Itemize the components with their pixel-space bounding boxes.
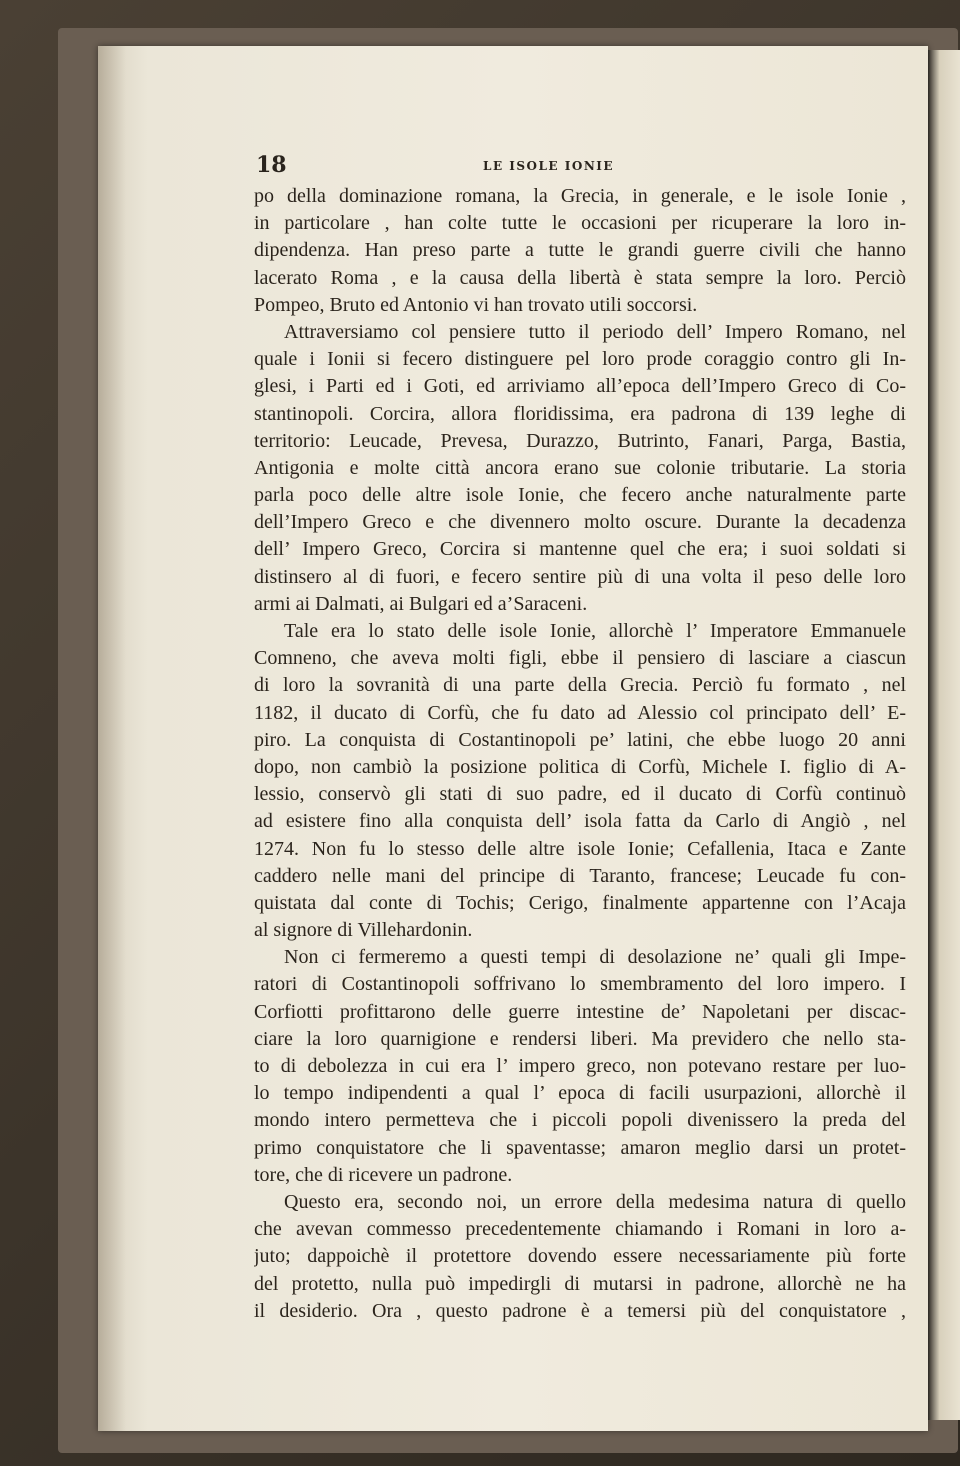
text-line: 1274. Non fu lo stesso delle altre isole Ionie; Cefallenia, Itaca e Zante	[254, 837, 906, 860]
text-line: 1182, il ducato di Corfù, che fu dato ad Alessio col principato dell’ E-	[254, 701, 906, 724]
text-line: quale i Ionii si fecero distinguere pel loro prode coraggio contro gli In-	[254, 348, 906, 371]
text-line: dell’ Impero Greco, Corcira si mantenne quel che era; i suoi soldati si	[254, 538, 906, 561]
text-line: al signore di Villehardonin.	[254, 919, 473, 942]
text-line: lessio, conservò gli stati di suo padre, ed il ducato di Corfù continuò	[254, 783, 906, 806]
text-line: dopo, non cambiò la posizione politica di Corfù, Michele I. figlio di A-	[254, 755, 906, 778]
text-line: tore, che di ricevere un padrone.	[254, 1163, 513, 1186]
text-line: armi ai Dalmati, ai Bulgari ed a’Saraceni.	[254, 592, 588, 615]
text-line: juto; dappoichè il protettore dovendo essere necessariamente più forte	[254, 1245, 906, 1268]
text-line: stantinopoli. Corcira, allora floridissima, era padrona di 139 leghe di	[254, 402, 906, 425]
text-line: di loro la sovranità di una parte della Grecia. Perciò fu formato , nel	[254, 674, 906, 697]
facing-page-edge	[926, 50, 960, 1420]
page-header	[256, 152, 906, 182]
text-line: ad esistere fino alla conquista dell’ isola fatta da Carlo di Angiò , nel	[254, 810, 906, 833]
text-line: distinsero al di fuori, e fecero sentire più di una volta il peso delle loro	[254, 565, 906, 588]
text-line: glesi, i Parti ed i Goti, ed arriviamo all’epoca dell’Impero Greco di Co-	[254, 375, 906, 398]
text-line: dell’Impero Greco e che divennero molto oscure. Durante la decadenza	[254, 511, 906, 534]
text-line: parla poco delle altre isole Ionie, che fecero anche naturalmente parte	[254, 484, 906, 507]
running-head: LE ISOLE IONIE	[483, 159, 615, 173]
text-line: ciare la loro quarnigione e rendersi liberi. Ma previdero che nello sta-	[254, 1027, 906, 1050]
text-line: Attraversiamo col pensiere tutto il periodo dell’ Impero Romano, nel	[284, 320, 906, 343]
page-number: 18	[256, 152, 287, 178]
text-line: territorio: Leucade, Prevesa, Durazzo, Butrinto, Fanari, Parga, Bastia,	[254, 429, 906, 452]
text-line: quistata dal conte di Tochis; Cerigo, finalmente appartenne con l’Acaja	[254, 891, 906, 914]
text-line: mondo intero permetteva che i piccoli popoli divenissero la preda del	[254, 1109, 906, 1132]
text-line: Questo era, secondo noi, un errore della medesima natura di quello	[284, 1190, 906, 1213]
body-text	[254, 183, 906, 1325]
text-line: che avevan commesso precedentemente chiamando i Romani in loro a-	[254, 1218, 906, 1241]
text-line: del protetto, nulla può impedirgli di mutarsi in padrone, allorchè ne ha	[254, 1272, 906, 1295]
text-line: il desiderio. Ora , questo padrone è a temersi più del conquistatore ,	[254, 1299, 906, 1322]
text-line: to di debolezza in cui era l’ impero greco, non potevano restare per luo-	[254, 1055, 906, 1077]
text-line: primo conquistatore che li spaventasse; amaron meglio darsi un protet-	[254, 1136, 906, 1159]
text-line: Antigonia e molte città ancora erano sue colonie tributarie. La storia	[254, 456, 906, 479]
text-line: Tale era lo stato delle isole Ionie, allorchè l’ Imperatore Emmanuele	[284, 620, 906, 642]
page-gutter-shadow	[98, 46, 126, 1431]
text-line: caddero nelle mani del principe di Taranto, francese; Leucade fu con-	[254, 864, 906, 887]
text-line: piro. La conquista di Costantinopoli pe’ latini, che ebbe luogo 20 anni	[254, 728, 906, 751]
text-line: Comneno, che aveva molti figli, ebbe il pensiero di lasciare a ciascun	[254, 647, 906, 670]
text-line: ratori di Costantinopoli soffrivano lo smembramento del loro impero. I	[254, 973, 906, 996]
text-line: Non ci fermeremo a questi tempi di desolazione ne’ quali gli Impe-	[284, 946, 906, 969]
text-line: dipendenza. Han preso parte a tutte le grandi guerre civili che hanno	[254, 239, 906, 262]
text-line: po della dominazione romana, la Grecia, in generale, e le isole Ionie ,	[254, 185, 906, 207]
text-line: Corfiotti profittarono delle guerre intestine de’ Napoletani per discac-	[254, 1000, 906, 1023]
text-line: Pompeo, Bruto ed Antonio vi han trovato utili soccorsi.	[254, 293, 698, 316]
text-line: in particolare , han colte tutte le occasioni per ricuperare la loro in-	[254, 212, 906, 235]
text-line: lo tempo indipendenti a qual l’ epoca di facili usurpazioni, allorchè il	[254, 1082, 906, 1105]
text-line: lacerato Roma , e la causa della libertà è stata sempre la loro. Perciò	[254, 266, 906, 289]
